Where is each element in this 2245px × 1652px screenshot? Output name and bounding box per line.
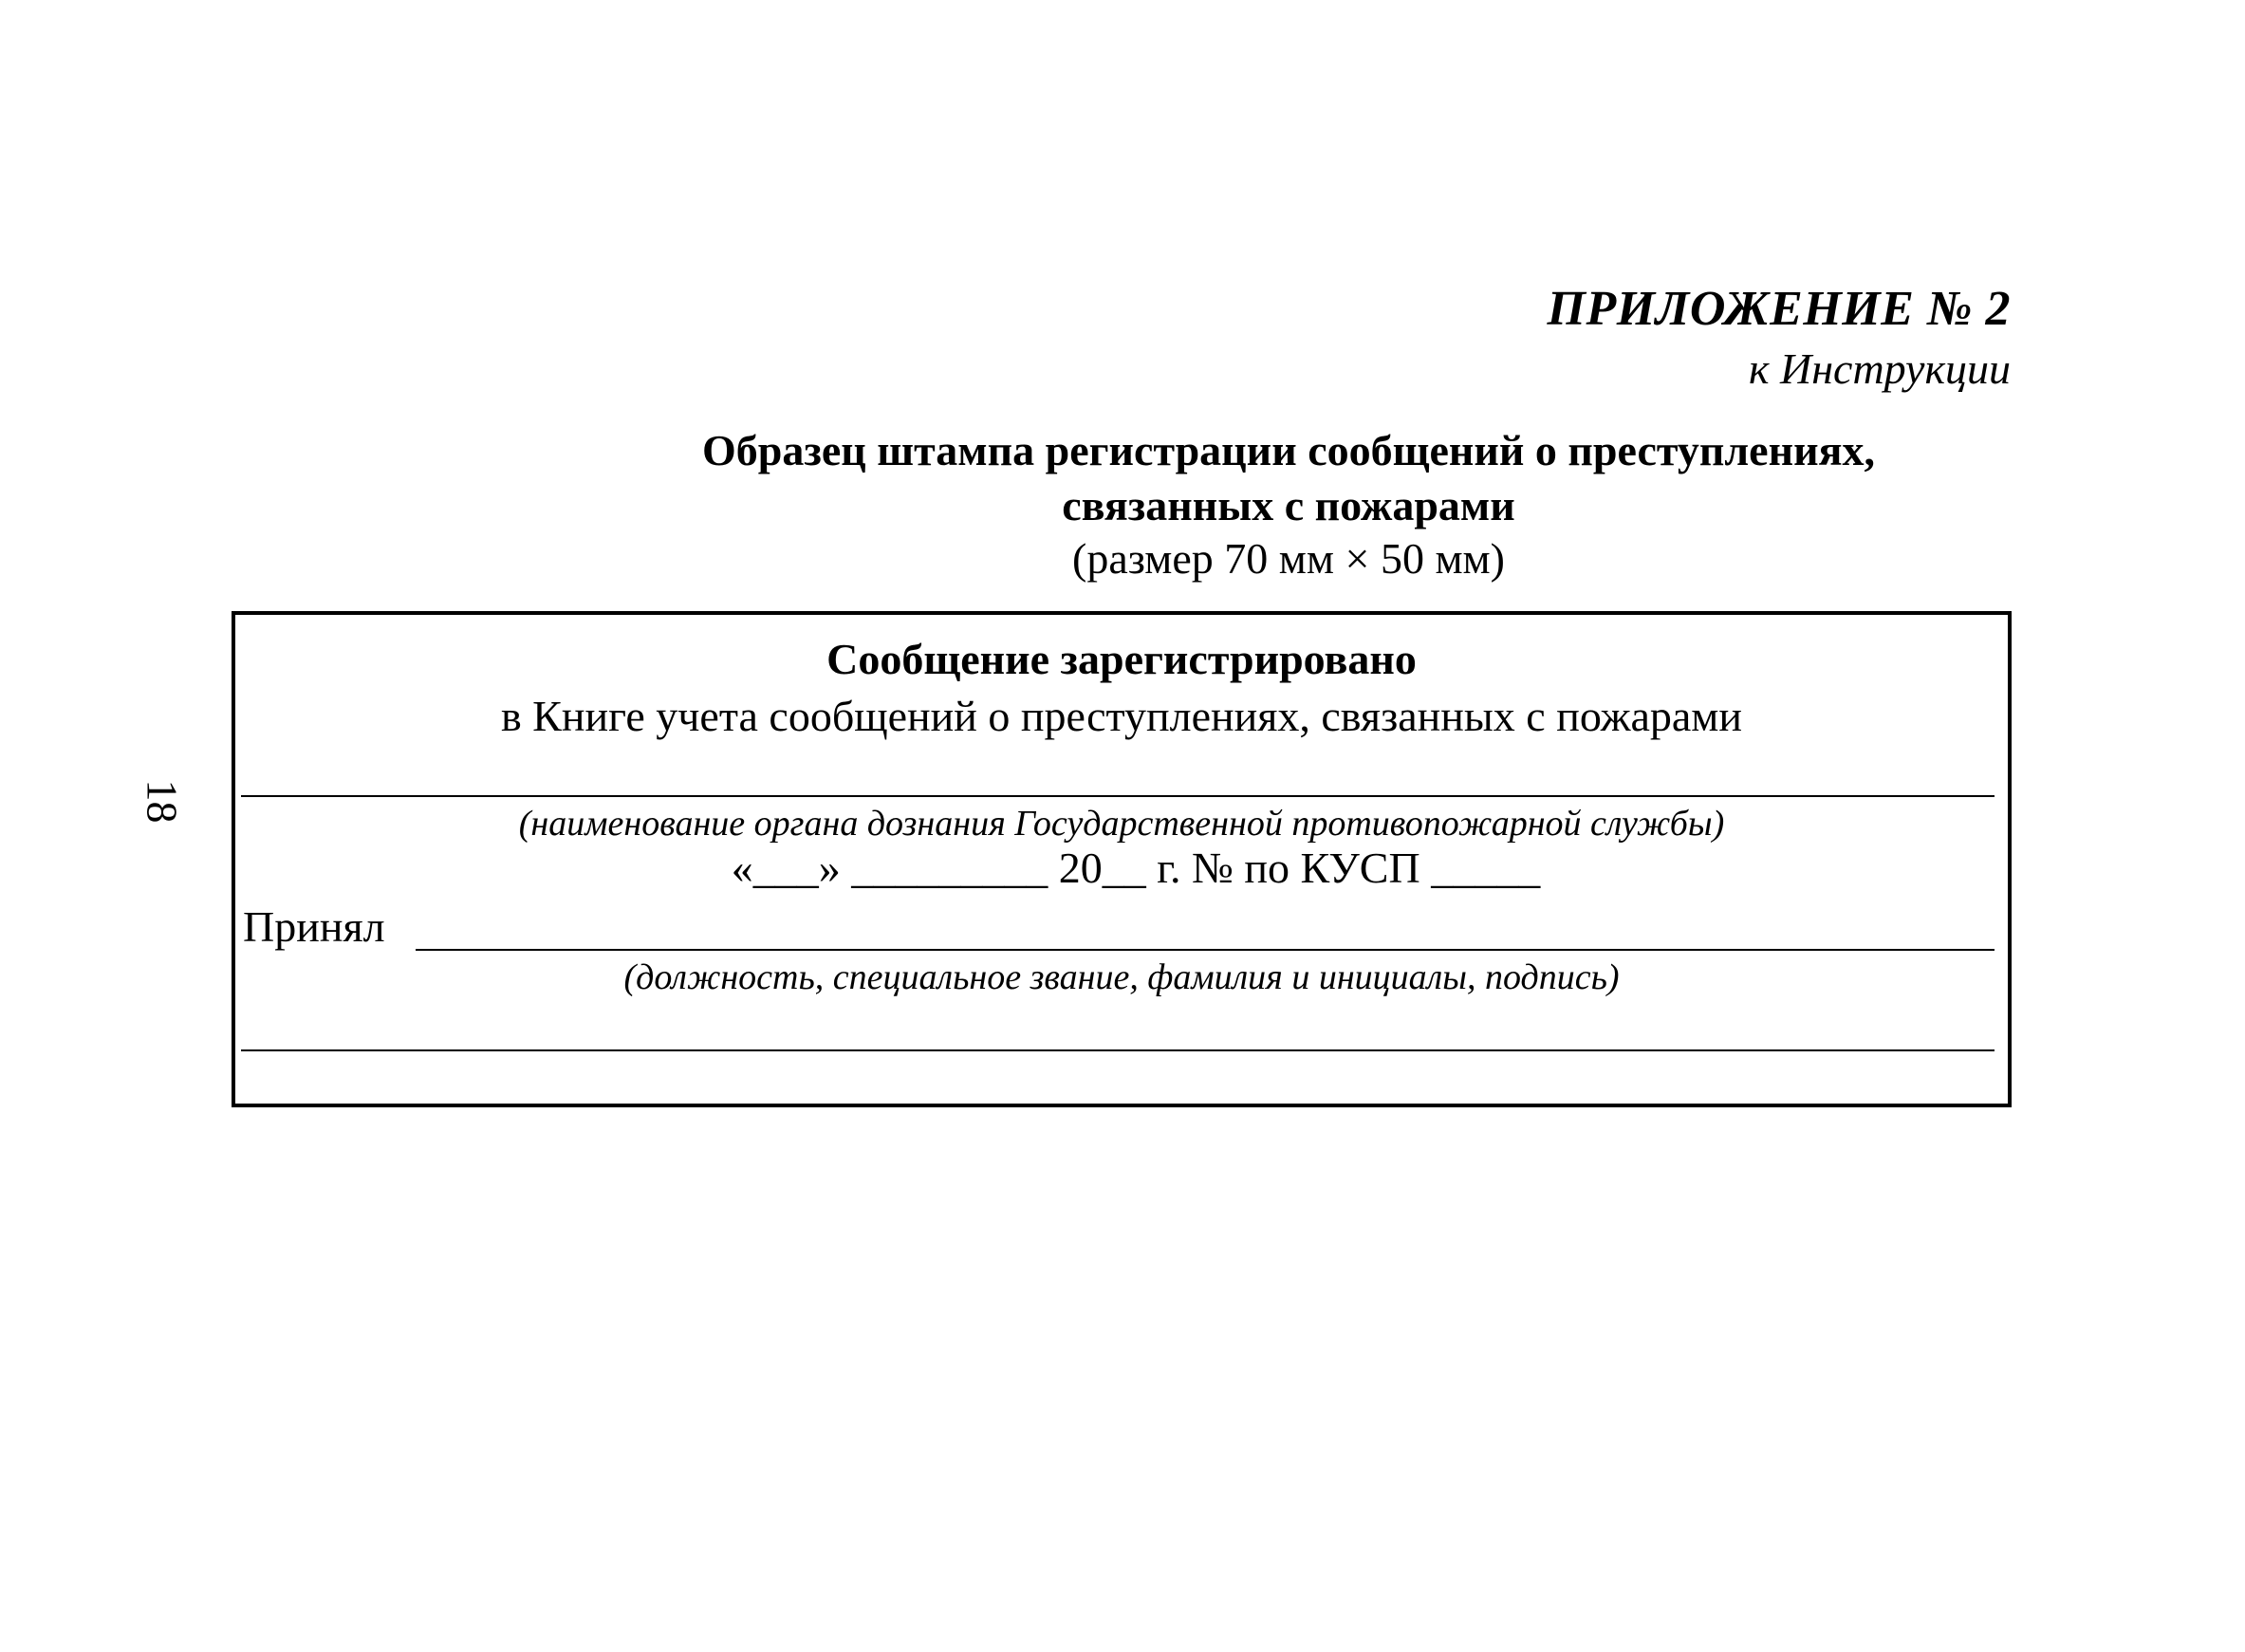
accepted-label: Принял [243, 902, 385, 951]
date-and-kusp-line: «___» _________ 20__ г. № по КУСП _____ [731, 844, 1541, 892]
organ-name-caption: (наименование органа дознания Государственной противопожарной службы) [518, 804, 1725, 844]
accepted-caption: (должность, специальное звание, фамилия и инициалы, подпись) [623, 957, 1620, 997]
bottom-blank-line [241, 1049, 1995, 1051]
stamp-book-line: в Книге учета сообщений о преступлениях, связанных с пожарами [500, 692, 1743, 740]
appendix-title: ПРИЛОЖЕНИЕ № 2 [1547, 282, 2011, 336]
document-title-line-2: связанных с пожарами [1062, 481, 1515, 529]
registration-stamp [232, 611, 2012, 1107]
document-size-note: (размер 70 мм × 50 мм) [1072, 534, 1505, 583]
document-title-line-1: Образец штампа регистрации сообщений о преступлениях, [702, 426, 1875, 474]
accepted-signature-line [416, 949, 1995, 951]
stamp-heading: Сообщение зарегистрировано [826, 635, 1417, 683]
appendix-subtitle: к Инструкции [1748, 344, 2011, 393]
organ-name-line [241, 795, 1995, 797]
page-number: 18 [138, 779, 187, 824]
